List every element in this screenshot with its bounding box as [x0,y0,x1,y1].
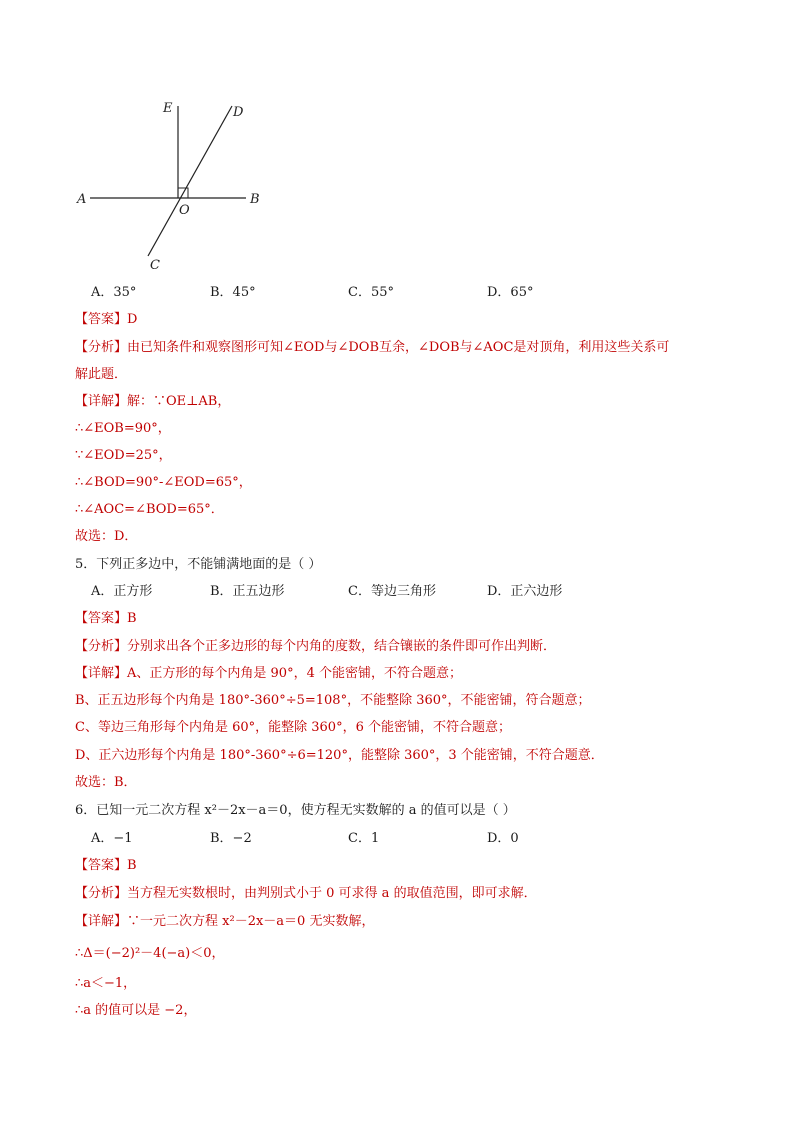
q5-detail-line-1: A、正方形的每个内角是 90°，4 个能密铺，不符合题意； [127,666,462,681]
q5-analysis [75,637,556,657]
q4-analysis-tag: 【分析】 [75,340,128,355]
q4-detail-line-2: ∴∠EOB=90°， [75,421,171,436]
q6-detail-line-1: ∵一元二次方程 x²－2x－a＝0 无实数解， [127,914,375,929]
q4-detail-line-3: ∵∠EOD=25°， [75,448,172,463]
q6-analysis-text: 当方程无实数根时，由判别式小于 0 可求得 a 的取值范围，即可求解． [127,886,537,901]
q4-analysis-line-1: 由已知条件和观察图形可知∠EOD与∠DOB互余，∠DOB与∠AOC是对顶角，利用这些关系可 [127,340,670,355]
q6-detail-tag: 【详解】 [75,914,128,929]
q5-detail-line-4: D、正六边形每个内角是 180°-360°÷6=120°，能整除 360°，3 个能密铺，不符合题意． [75,748,604,763]
q5-detail [75,664,462,684]
label-e: E [163,101,173,116]
q6-option-c: C．1 [348,831,380,846]
q5-answer [75,609,137,629]
label-a: A [77,192,87,207]
q5-option-c: C．等边三角形 [348,584,436,599]
q6-detail-line-2: ∴Δ＝(−2)²－4(−a)＜0， [75,946,225,961]
q5-stem: 5．下列正多边中，不能铺满地面的是（ ） [75,557,322,572]
q5-option-b: B．正五边形 [210,584,285,599]
q6-option-d: D．0 [487,831,519,846]
q6-detail-line-3: ∴a＜−1， [75,976,137,991]
q6-answer [75,856,137,876]
q6-analysis-tag: 【分析】 [75,886,128,901]
geometry-figure [70,92,270,274]
q4-detail-tag: 【详解】 [75,394,128,409]
q5-option-a: A．正方形 [91,584,153,599]
q4-answer-tag: 【答案】 [75,312,128,327]
q4-option-d: D．65° [487,285,534,300]
q5-detail-tag: 【详解】 [75,666,128,681]
q4-option-a: A．35° [91,285,137,300]
q6-analysis [75,884,537,904]
q5-detail-line-5: 故选：B． [75,775,137,790]
q5-answer-value: B [127,611,137,626]
line-cd [148,106,232,256]
q4-detail-line-4: ∴∠BOD=90°-∠EOD=65°， [75,475,252,490]
q5-detail-line-2: B、正五边形每个内角是 180°-360°÷5=108°，不能整除 360°，不能密铺，符合题意； [75,693,591,708]
q6-answer-value: B [127,858,137,873]
q4-option-b: B．45° [210,285,256,300]
q5-answer-tag: 【答案】 [75,611,128,626]
label-b: B [250,192,260,207]
q5-detail-line-3: C、等边三角形每个内角是 60°，能整除 360°，6 个能密铺，不符合题意； [75,720,511,735]
q4-detail-line-6: 故选：D． [75,529,138,544]
q4-option-c: C．55° [348,285,394,300]
q5-option-d: D．正六边形 [487,584,563,599]
q4-detail-line-1: 解：∵OE⊥AB， [127,394,231,409]
label-o: O [179,203,190,218]
q4-detail [75,392,230,412]
q6-option-b: B．−2 [210,831,252,846]
q6-answer-tag: 【答案】 [75,858,128,873]
q4-detail-line-5: ∴∠AOC=∠BOD=65°． [75,502,224,517]
q6-detail-line-4: ∴a 的值可以是 −2， [75,1003,197,1018]
q6-stem: 6．已知一元二次方程 x²－2x－a＝0，使方程无实数解的 a 的值可以是（ ） [75,803,516,818]
label-c: C [150,258,160,273]
q6-option-a: A．−1 [91,831,133,846]
q5-analysis-text: 分别求出各个正多边形的每个内角的度数，结合镶嵌的条件即可作出判断． [127,639,557,654]
label-d: D [233,105,244,120]
q4-answer [75,310,137,330]
q4-analysis-line-2: 解此题． [75,367,128,382]
q4-analysis [75,338,669,358]
q5-analysis-tag: 【分析】 [75,639,128,654]
q4-answer-value: D [127,312,138,327]
q6-detail [75,912,374,932]
